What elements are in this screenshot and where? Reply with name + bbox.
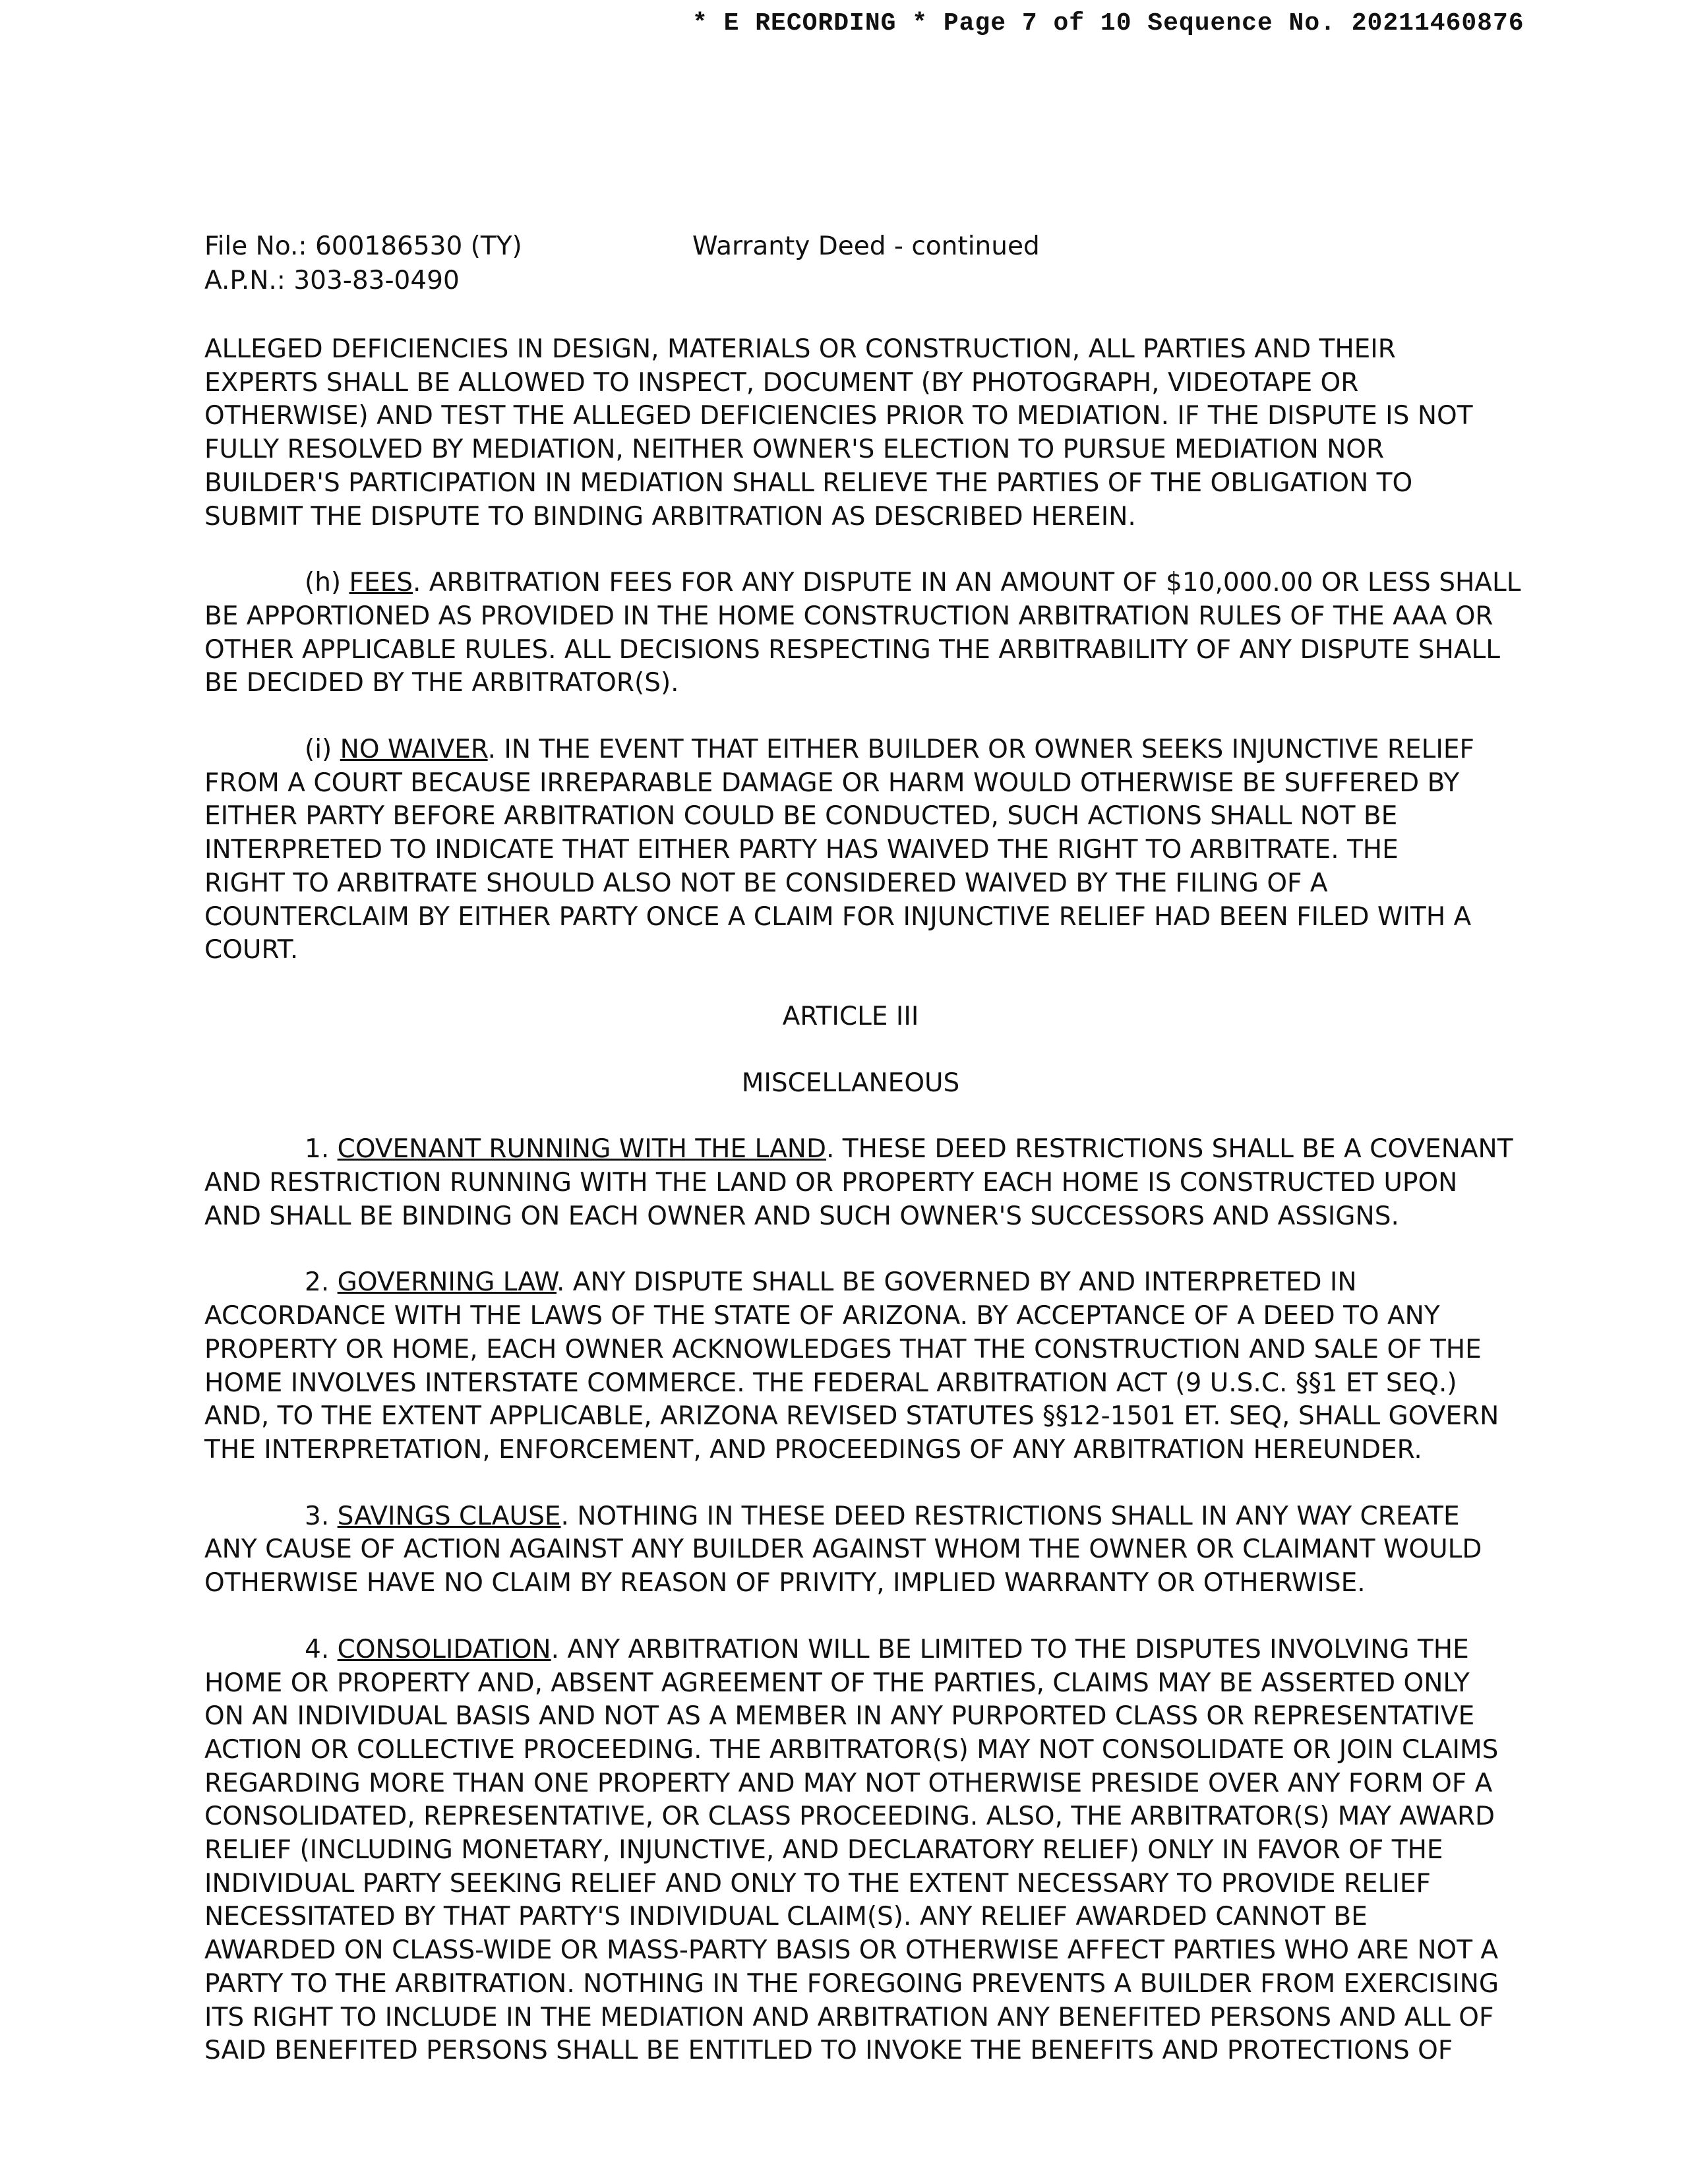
- paragraph-prefix: 2.: [305, 1267, 338, 1298]
- paragraph-fees: [204, 566, 1521, 700]
- paragraph-prefix: (i): [305, 735, 340, 765]
- text-line: OTHERWISE HAVE NO CLAIM BY REASON OF PRIVITY, IMPLIED WARRANTY OR OTHERWISE.: [204, 1568, 1366, 1598]
- text-line: FULLY RESOLVED BY MEDIATION, NEITHER OWNER'S ELECTION TO PURSUE MEDIATION NOR: [204, 435, 1385, 465]
- text-line: EITHER PARTY BEFORE ARBITRATION COULD BE CONDUCTED, SUCH ACTIONS SHALL NOT BE: [204, 801, 1398, 832]
- paragraph-covenant: [204, 1133, 1513, 1233]
- text-line: COUNTERCLAIM BY EITHER PARTY ONCE A CLAIM FOR INJUNCTIVE RELIEF HAD BEEN FILED WITH A: [204, 901, 1472, 932]
- text-line: REGARDING MORE THAN ONE PROPERTY AND MAY NOT OTHERWISE PRESIDE OVER ANY FORM OF A: [204, 1768, 1493, 1798]
- article-number: ARTICLE III: [782, 1001, 919, 1031]
- text-line: BE DECIDED BY THE ARBITRATOR(S).: [204, 668, 679, 698]
- text-line: [204, 1633, 1497, 1667]
- section-heading: NO WAIVER: [340, 735, 488, 765]
- apn-number: A.P.N.: 303-83-0490: [204, 266, 460, 295]
- text-line: SUBMIT THE DISPUTE TO BINDING ARBITRATION AS DESCRIBED HEREIN.: [204, 501, 1136, 531]
- section-heading: CONSOLIDATION: [337, 1634, 551, 1664]
- text-run: . ARBITRATION FEES FOR ANY DISPUTE IN AN AMOUNT OF $10,000.00 OR LESS SHALL: [413, 568, 1521, 598]
- text-line: ITS RIGHT TO INCLUDE IN THE MEDIATION AND ARBITRATION ANY BENEFITED PERSONS AND ALL OF: [204, 2002, 1494, 2032]
- paragraph-prefix: 4.: [305, 1634, 338, 1664]
- text-line: ACTION OR COLLECTIVE PROCEEDING. THE ARBITRATOR(S) MAY NOT CONSOLIDATE OR JOIN CLAIMS: [204, 1734, 1499, 1765]
- text-run: . THESE DEED RESTRICTIONS SHALL BE A COVENANT: [826, 1134, 1513, 1165]
- text-line: OTHERWISE) AND TEST THE ALLEGED DEFICIENCIES PRIOR TO MEDIATION. IF THE DISPUTE IS NOT: [204, 401, 1473, 431]
- text-line: ON AN INDIVIDUAL BASIS AND NOT AS A MEMBER IN ANY PURPORTED CLASS OR REPRESENTATIVE: [204, 1701, 1475, 1732]
- text-line: AWARDED ON CLASS-WIDE OR MASS-PARTY BASIS OR OTHERWISE AFFECT PARTIES WHO ARE NOT A: [204, 1935, 1499, 1966]
- text-line: SAID BENEFITED PERSONS SHALL BE ENTITLED TO INVOKE THE BENEFITS AND PROTECTIONS OF: [204, 2036, 1453, 2066]
- section-heading: SAVINGS CLAUSE: [337, 1501, 561, 1531]
- paragraph-governing-law: [204, 1266, 1497, 1467]
- text-line: RELIEF (INCLUDING MONETARY, INJUNCTIVE, AND DECLARATORY RELIEF) ONLY IN FAVOR OF THE: [204, 1835, 1443, 1866]
- paragraph-savings-clause: [204, 1500, 1497, 1600]
- text-run: . IN THE EVENT THAT EITHER BUILDER OR OWNER SEEKS INJUNCTIVE RELIEF: [487, 735, 1474, 765]
- text-line: [204, 733, 1497, 767]
- text-line: FROM A COURT BECAUSE IRREPARABLE DAMAGE OR HARM WOULD OTHERWISE BE SUFFERED BY: [204, 768, 1460, 798]
- text-line: ALLEGED DEFICIENCIES IN DESIGN, MATERIALS OR CONSTRUCTION, ALL PARTIES AND THEIR: [204, 334, 1396, 364]
- text-line: OTHER APPLICABLE RULES. ALL DECISIONS RESPECTING THE ARBITRABILITY OF ANY DISPUTE SHALL: [204, 634, 1500, 665]
- text-run: . ANY DISPUTE SHALL BE GOVERNED BY AND INTERPRETED IN: [557, 1267, 1357, 1298]
- section-heading: GOVERNING LAW: [337, 1267, 557, 1298]
- paragraph-prefix: 3.: [305, 1501, 338, 1531]
- text-run: . NOTHING IN THESE DEED RESTRICTIONS SHALL IN ANY WAY CREATE: [560, 1501, 1460, 1531]
- paragraph-consolidation: [204, 1633, 1497, 2068]
- text-line: BUILDER'S PARTICIPATION IN MEDIATION SHALL RELIEVE THE PARTIES OF THE OBLIGATION TO: [204, 468, 1413, 498]
- recording-header: * E RECORDING * Page 7 of 10 Sequence No. 20211460876: [692, 9, 1524, 38]
- text-line: AND, TO THE EXTENT APPLICABLE, ARIZONA REVISED STATUTES §§12-1501 ET. SEQ, SHALL GOVERN: [204, 1401, 1499, 1432]
- text-line: AND RESTRICTION RUNNING WITH THE LAND OR PROPERTY EACH HOME IS CONSTRUCTED UPON: [204, 1168, 1458, 1198]
- text-line: COURT.: [204, 935, 299, 965]
- text-line: CONSOLIDATED, REPRESENTATIVE, OR CLASS PROCEEDING. ALSO, THE ARBITRATOR(S) MAY AWARD: [204, 1802, 1495, 1832]
- document-body: [204, 333, 1521, 2101]
- paragraph-intro: [204, 333, 1497, 533]
- paragraph-prefix: 1.: [305, 1134, 338, 1165]
- text-line: PROPERTY OR HOME, EACH OWNER ACKNOWLEDGES THAT THE CONSTRUCTION AND SALE OF THE: [204, 1334, 1482, 1364]
- section-heading: COVENANT RUNNING WITH THE LAND: [337, 1134, 827, 1165]
- document-title: Warranty Deed - continued: [692, 231, 1040, 261]
- file-number: File No.: 600186530 (TY): [204, 231, 522, 261]
- text-line: ACCORDANCE WITH THE LAWS OF THE STATE OF ARIZONA. BY ACCEPTANCE OF A DEED TO ANY: [204, 1301, 1440, 1331]
- file-metadata: [204, 229, 522, 298]
- paragraph-prefix: (h): [305, 568, 349, 598]
- text-line: HOME INVOLVES INTERSTATE COMMERCE. THE FEDERAL ARBITRATION ACT (9 U.S.C. §§1 ET SEQ.): [204, 1368, 1457, 1398]
- text-line: PARTY TO THE ARBITRATION. NOTHING IN THE FOREGOING PREVENTS A BUILDER FROM EXERCISING: [204, 1968, 1499, 1999]
- paragraph-no-waiver: [204, 733, 1497, 967]
- text-line: THE INTERPRETATION, ENFORCEMENT, AND PROCEEDINGS OF ANY ARBITRATION HEREUNDER.: [204, 1434, 1422, 1465]
- text-line: HOME OR PROPERTY AND, ABSENT AGREEMENT OF THE PARTIES, CLAIMS MAY BE ASSERTED ONLY: [204, 1668, 1470, 1698]
- text-line: NECESSITATED BY THAT PARTY'S INDIVIDUAL CLAIM(S). ANY RELIEF AWARDED CANNOT BE: [204, 1902, 1368, 1932]
- text-run: . ANY ARBITRATION WILL BE LIMITED TO THE DISPUTES INVOLVING THE: [551, 1634, 1469, 1664]
- text-line: [204, 1500, 1497, 1534]
- text-line: BE APPORTIONED AS PROVIDED IN THE HOME CONSTRUCTION ARBITRATION RULES OF THE AAA OR: [204, 601, 1493, 631]
- text-line: ANY CAUSE OF ACTION AGAINST ANY BUILDER AGAINST WHOM THE OWNER OR CLAIMANT WOULD: [204, 1534, 1482, 1565]
- text-line: INTERPRETED TO INDICATE THAT EITHER PARTY HAS WAIVED THE RIGHT TO ARBITRATE. THE: [204, 835, 1399, 865]
- text-line: EXPERTS SHALL BE ALLOWED TO INSPECT, DOCUMENT (BY PHOTOGRAPH, VIDEOTAPE OR: [204, 367, 1359, 398]
- text-line: RIGHT TO ARBITRATE SHOULD ALSO NOT BE CONSIDERED WAIVED BY THE FILING OF A: [204, 868, 1328, 898]
- text-line: [204, 566, 1521, 600]
- text-line: [204, 1133, 1513, 1167]
- text-line: INDIVIDUAL PARTY SEEKING RELIEF AND ONLY TO THE EXTENT NECESSARY TO PROVIDE RELIEF: [204, 1868, 1431, 1898]
- text-line: [204, 1266, 1497, 1300]
- text-line: AND SHALL BE BINDING ON EACH OWNER AND SUCH OWNER'S SUCCESSORS AND ASSIGNS.: [204, 1201, 1399, 1231]
- article-title: MISCELLANEOUS: [741, 1068, 960, 1098]
- section-heading: FEES: [349, 568, 413, 598]
